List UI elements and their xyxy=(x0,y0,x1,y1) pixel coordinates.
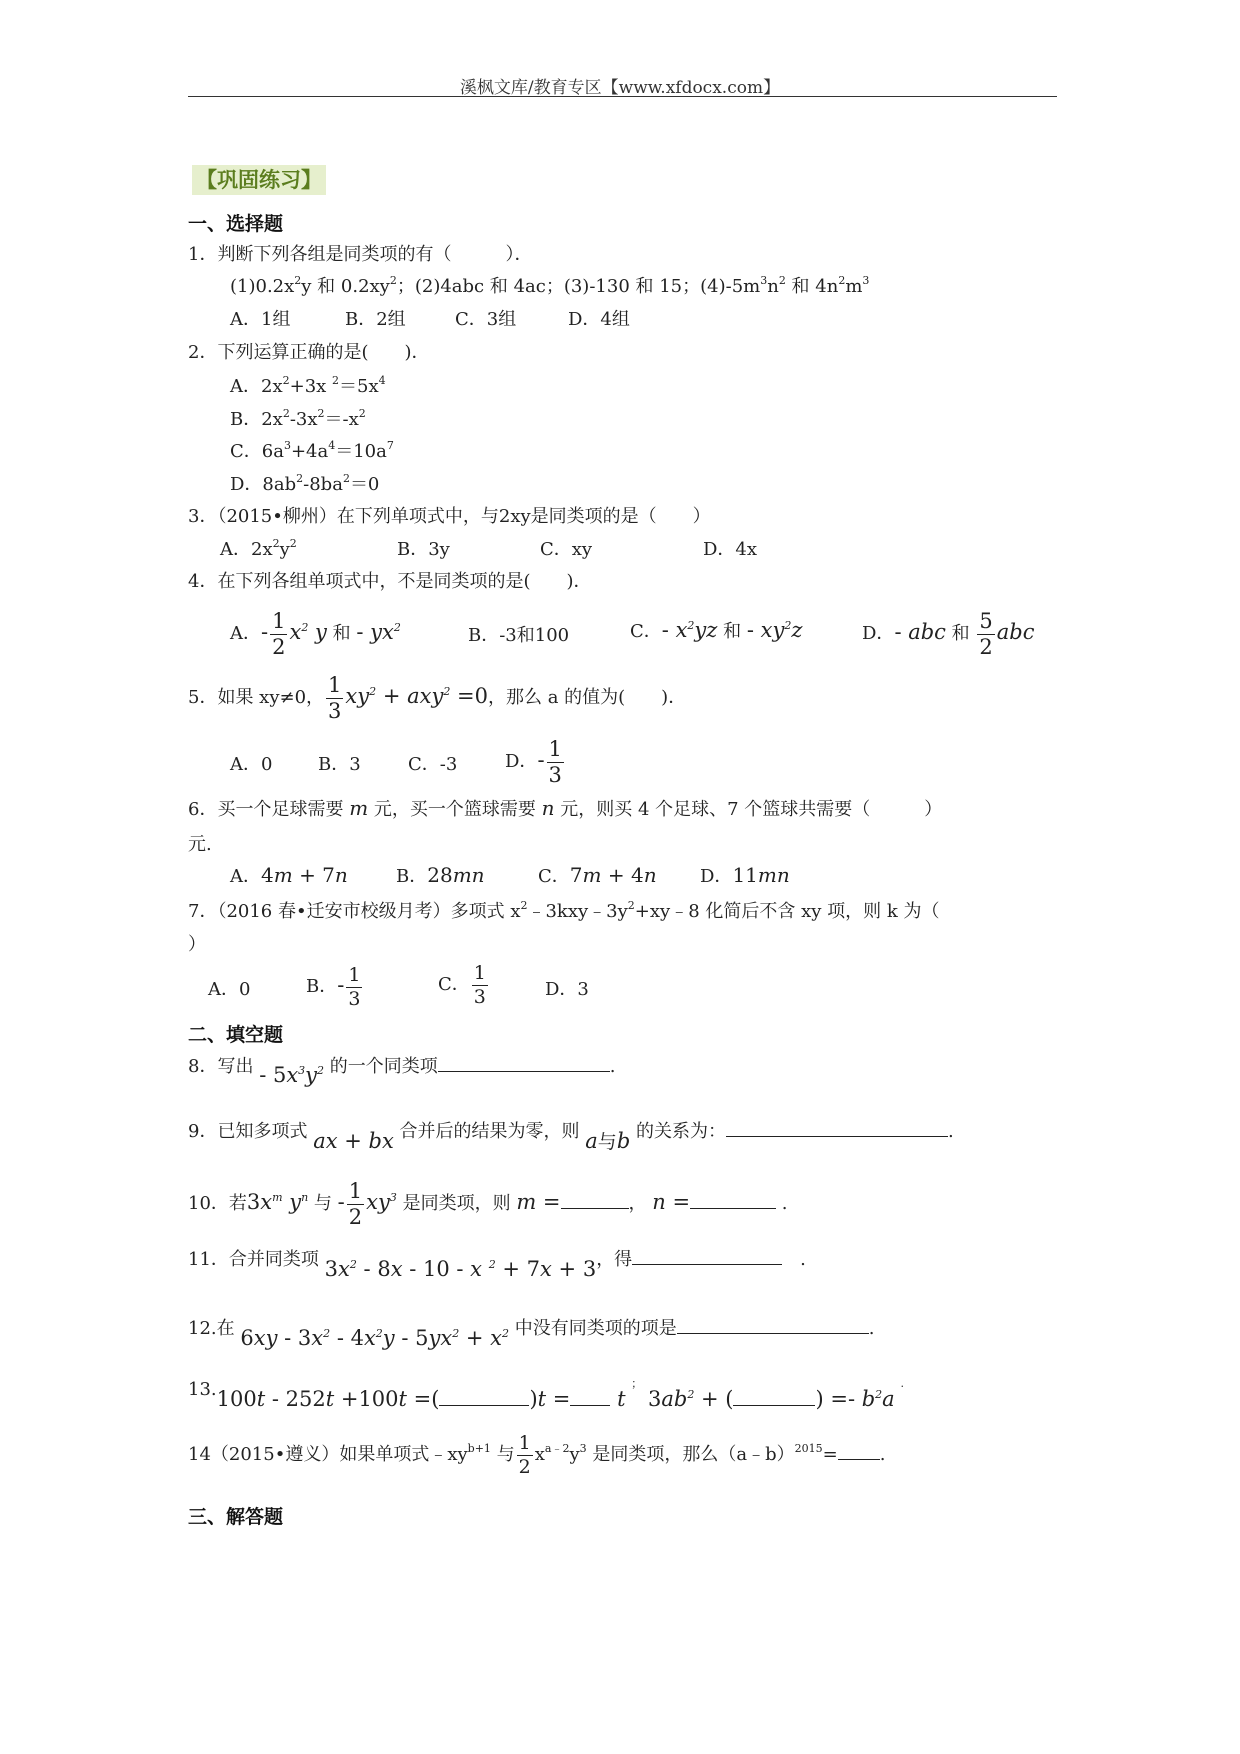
q4-option-d: D．- abc 和 $\frac{5}{2}$ abc xyxy=(862,608,1035,659)
q2-option-d: D．$8ab^2-8ba^2=0$ xyxy=(230,472,380,495)
q1-option-d: D．4组 xyxy=(568,309,630,330)
q6-stem: 6．买一个足球需要 m 元，买一个篮球需要 n 元，则买 4 个足球、7 个篮球共需要（ ） xyxy=(188,796,943,820)
section-title-highlight: 【巩固练习】 xyxy=(192,165,326,195)
q3-option-a: A．$2x^2y^2$ xyxy=(220,537,297,560)
q5-option-c: C．-3 xyxy=(408,754,458,775)
q7-option-c: C． $\frac{1}{3}$ xyxy=(438,961,486,1008)
q6-option-d: D．11mn xyxy=(700,863,790,887)
q3-option-b: B．3y xyxy=(397,539,450,560)
q9-stem: 9．已知多项式 ax + bx 合并后的结果为零，则 a与b 的关系为： . xyxy=(188,1121,954,1153)
q7-option-a: A．0 xyxy=(208,979,251,1000)
q6-option-a: A．4m + 7n xyxy=(230,863,348,887)
q7-option-d: D．3 xyxy=(545,979,589,1000)
q6-option-b: B．28mn xyxy=(396,863,485,887)
header-rule xyxy=(188,96,1057,97)
q4-option-a: A．- $\frac{1}{2}$ $x^2$ y 和 - $yx^2$ xyxy=(230,608,401,659)
section-choice: 一、选择题 xyxy=(188,213,284,235)
q4-stem: 4．在下列各组单项式中，不是同类项的是( )． xyxy=(188,571,592,592)
q3-stem: 3．（2015•柳州）在下列单项式中，与2xy是同类项的是（ ） xyxy=(188,506,711,527)
q5-option-b: B．3 xyxy=(318,754,361,775)
q14-stem: 14（2015•遵义）如果单项式$﹣xy^{b+1}$ 与 $\frac{1}{2}$ $x^{a﹣2}y^3$ 是同类项，那么（a﹣b）$^{2015}$= . xyxy=(188,1431,886,1478)
q6-option-c: C．7m + 4n xyxy=(538,863,657,887)
q10-stem: 10．若$3x^m$ $y^n$ 与 - $\frac{1}{2}$ $xy^3$ 是同类项，则 m = ， n = . xyxy=(188,1178,788,1229)
q1-option-a: A．1组 xyxy=(230,309,291,330)
q2-stem: 2．下列运算正确的是( )． xyxy=(188,342,430,363)
q7-option-b: B．- $\frac{1}{3}$ xyxy=(306,963,361,1010)
q2-option-a: A．$2x^2+3x$ $^2=5x^4$ xyxy=(230,374,386,397)
q5-option-d: D．- $\frac{1}{3}$ xyxy=(505,736,562,787)
q6-stem-end: 元. xyxy=(188,834,212,855)
q5-option-a: A．0 xyxy=(230,754,273,775)
q2-option-b: B．$2x^2-3x^2=-x^2$ xyxy=(230,407,366,430)
page-header: 溪枫文库/教育专区【www.xfdocx.com】 xyxy=(459,78,781,98)
q1-option-b: B．2组 xyxy=(345,309,406,330)
q1-option-c: C．3组 xyxy=(455,309,517,330)
q4-option-b: B．-3和100 xyxy=(468,625,570,646)
section-answer: 三、解答题 xyxy=(188,1506,284,1528)
q3-option-c: C．xy xyxy=(540,539,593,560)
q13-stem: 13.100t - 252t +100t =( )t = t ； $3ab^2$ + ( ) =- $b^2a$ . xyxy=(188,1377,904,1411)
q7-stem-end: ） xyxy=(188,934,206,955)
q8-stem: 8．写出 - $5x^3y^2$ 的一个同类项 . xyxy=(188,1056,616,1087)
q1-stem: 1．判断下列各组是同类项的有（ ）． xyxy=(188,244,533,265)
q1-groups: $(1)0.2x^2y$ 和 $0.2xy^2$；(2)4abc 和 4ac；(3)-130 和 15；$(4)-5m^3n^2$ 和 $4n^2m^3$ xyxy=(230,274,870,297)
q7-stem: 7．（2016 春•迁安市校级月考）多项式 $x^2﹣3kxy﹣3y^2+xy﹣8$ 化简后不含 xy 项，则 k 为（ xyxy=(188,899,940,922)
q3-option-d: D．4x xyxy=(703,539,758,560)
q4-option-c: C．- $x^2yz$ 和 - $xy^2z$ xyxy=(630,618,803,642)
section-fill-blank: 二、填空题 xyxy=(188,1024,284,1046)
q11-stem: 11．合并同类项 $3x^2 - 8x - 10$ - x $^2$ + 7x + 3，得 . xyxy=(188,1249,806,1281)
q5-stem: 5．如果 xy≠0， $\frac{1}{3}$ $xy^2 + axy^2 =0$，那么 a 的值为( )． xyxy=(188,672,687,723)
q12-stem: 12.在 $6xy - 3x^2 - 4x^2y - 5yx^2 + x^2$ 中没有同类项的项是 . xyxy=(188,1318,875,1350)
q2-option-c: C．$6a^3+4a^4=10a^7$ xyxy=(230,439,394,462)
